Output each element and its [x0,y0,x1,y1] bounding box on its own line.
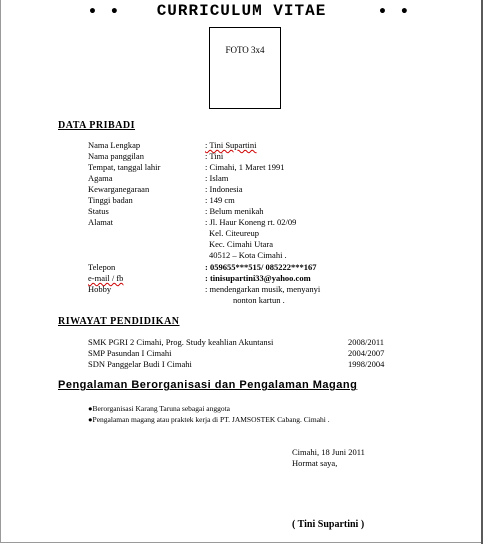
field-value: : Belum menikah [205,206,264,216]
field-value: : 149 cm [205,195,235,205]
hobby-continuation: nonton kartun . [233,295,285,305]
photo-label: FOTO 3x4 [225,45,265,55]
address-line: 40512 – Kota Cimahi . [209,250,287,260]
education-school: SMP Pasundan I Cimahi [88,348,172,358]
field-label: e-mail / fb [88,273,124,283]
field-value: : Cimahi, 1 Maret 1991 [205,162,285,172]
field-value: : tinisupartini33@yahoo.com [205,273,311,283]
document-title: CURRICULUM VITAE [156,2,327,20]
experience-item: ●Berorganisasi Karang Taruna sebagai anggota [88,404,231,413]
decorative-bullets-right: • • [378,4,413,20]
field-label: Nama Lengkap [88,140,141,150]
decorative-bullets-left: • • [88,4,123,20]
signature-closing: Hormat saya, [292,458,338,468]
field-value: : Indonesia [205,184,243,194]
field-value: : 059655***515/ 085222***167 [205,262,317,272]
address-line: Kec. Cimahi Utara [209,239,273,249]
field-label: Nama panggilan [88,151,144,161]
field-label: Tempat, tanggal lahir [88,162,161,172]
experience-item: ●Pengalaman magang atau praktek kerja di PT. JAMSOSTEK Cabang. Cimahi . [88,415,330,424]
education-years: 2008/2011 [348,337,385,347]
field-label: Telepon [88,262,116,272]
section-heading-personal: DATA PRIBADI [58,120,136,131]
photo-placeholder [209,27,281,109]
education-years: 1998/2004 [348,359,385,369]
field-value: : mendengarkan musik, menyanyi [205,284,321,294]
education-years: 2004/2007 [348,348,385,358]
address-line: Kel. Citeureup [209,228,260,238]
section-heading-education: RIWAYAT PENDIDIKAN [58,316,180,327]
field-label: Kewarganegaraan [88,184,150,194]
signature-place-date: Cimahi, 18 Juni 2011 [292,447,365,457]
field-value: : Jl. Haur Koneng rt. 02/09 [205,217,297,227]
field-value: : Tini [205,151,224,161]
education-school: SMK PGRI 2 Cimahi, Prog. Study keahlian Akuntansi [88,337,274,347]
field-label: Status [88,206,109,216]
field-value: : Tini Supartini [205,140,257,150]
section-heading-experience: Pengalaman Berorganisasi dan Pengalaman Magang [58,379,358,391]
field-label: Agama [88,173,113,183]
signature-name: ( Tini Supartini ) [292,519,365,530]
field-value: : Islam [205,173,229,183]
education-school: SDN Panggelar Budi I Cimahi [88,359,192,369]
field-label: Tinggi badan [88,195,133,205]
field-label: Alamat [88,217,114,227]
field-label: Hobby [88,284,112,294]
